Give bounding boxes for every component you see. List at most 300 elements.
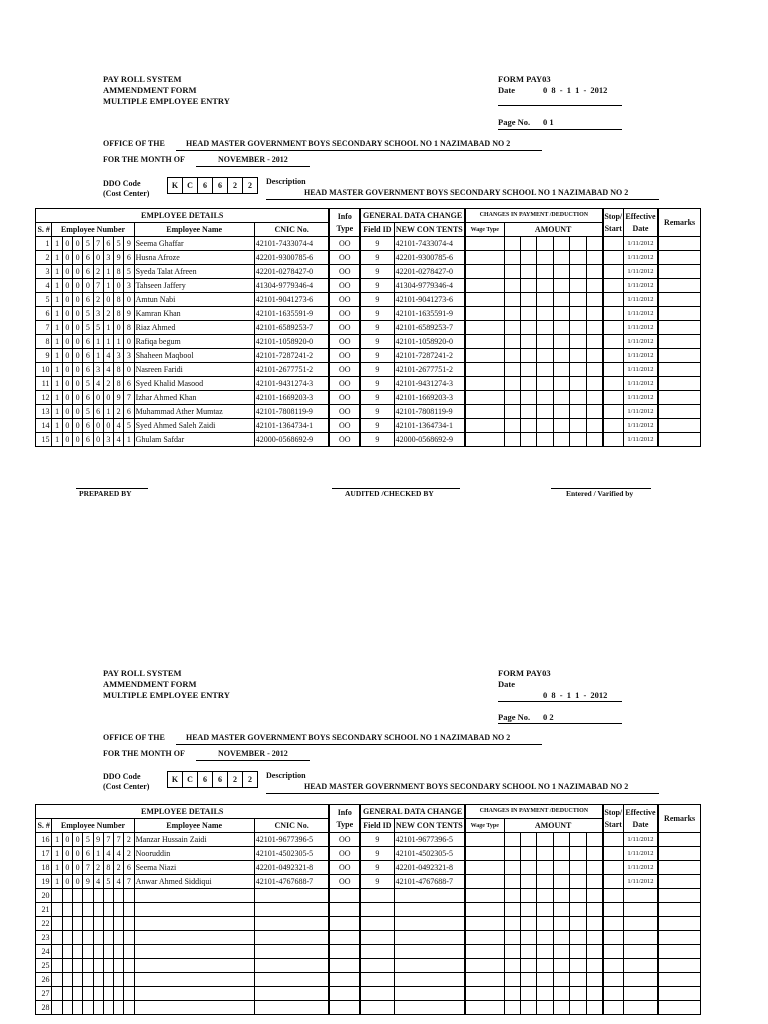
wage-type-cell [465,1001,504,1015]
field-id: 9 [360,293,394,307]
amount-cell [586,363,602,377]
employee-name: Nasreen Faridi [134,363,254,377]
employee-number-digit: 0 [62,335,72,349]
amount-cell [504,889,520,903]
cnic-number [254,959,329,973]
info-type [329,889,360,903]
cost-center-label: (Cost Center) [103,782,150,791]
field-id: 9 [360,279,394,293]
amount-cell [521,293,537,307]
amount-cell [553,419,569,433]
amount-cell [521,251,537,265]
amount-cell [521,833,537,847]
new-contents: 42101-7808119-9 [394,405,465,419]
header-cnic: CNIC No. [254,819,329,833]
employee-number-digit: 4 [114,847,124,861]
employee-number-digit: 4 [114,419,124,433]
amount-cell [553,321,569,335]
new-contents: 42101-4767688-7 [394,875,465,889]
row-serial-number: 5 [36,293,52,307]
form-header-left [103,74,230,107]
employee-number-digit [72,917,82,931]
amount-cell [504,293,520,307]
stop-start-cell [603,391,624,405]
amount-cell [570,847,586,861]
employee-number-digit: 4 [103,363,113,377]
table-row [36,889,701,903]
header-sno: S. # [36,819,52,833]
page-no-value: 0 2 [543,712,554,722]
employee-name [134,917,254,931]
month-underline [196,760,310,761]
employee-number-digit: 2 [93,861,103,875]
header-amount: AMOUNT [504,223,603,237]
header-general-data-change: GENERAL DATA CHANGE [360,209,465,223]
employee-name [134,1001,254,1015]
amount-cell [553,307,569,321]
employee-number-digit: 6 [124,405,134,419]
amount-cell [570,903,586,917]
wage-type-cell [465,265,504,279]
table-row [36,237,701,251]
employee-number-digit: 5 [124,419,134,433]
amount-cell [537,419,553,433]
employee-number-digit [93,889,103,903]
field-id: 9 [360,307,394,321]
table-row [36,917,701,931]
info-type: OO [329,377,360,391]
header-wage-type: Wage Type [465,819,504,833]
amount-cell [570,973,586,987]
cnic-number: 42101-1669203-3 [254,391,329,405]
employee-number-digit [72,889,82,903]
employee-number-digit: 6 [83,419,93,433]
new-contents: 42101-1669203-3 [394,391,465,405]
employee-number-digit [52,973,62,987]
header-type: Type [336,819,354,829]
employee-number-digit: 0 [62,265,72,279]
employee-name: Kamran Khan [134,307,254,321]
stop-start-cell [603,973,624,987]
amount-cell [521,875,537,889]
table-row [36,987,701,1001]
amount-cell [553,279,569,293]
amount-cell [521,861,537,875]
amount-cell [504,405,520,419]
wage-type-cell [465,237,504,251]
amount-cell [521,279,537,293]
effective-date: 1/11/2012 [623,363,658,377]
employee-number-digit: 0 [62,419,72,433]
effective-date: 1/11/2012 [623,251,658,265]
amount-cell [537,321,553,335]
employee-number-digit: 0 [72,433,82,447]
amount-cell [570,945,586,959]
header-date: Date [632,223,649,233]
amount-cell [537,861,553,875]
amount-cell [586,307,602,321]
remarks-cell [658,419,700,433]
cnic-number: 41304-9779346-4 [254,279,329,293]
amount-cell [586,405,602,419]
employee-number-digit [93,1001,103,1015]
employee-number-digit: 7 [93,279,103,293]
info-type: OO [329,265,360,279]
employee-number-digit [124,931,134,945]
new-contents [394,945,465,959]
audited-by-line [332,488,460,489]
effective-date: 1/11/2012 [623,321,658,335]
employee-number-digit [114,987,124,1001]
employee-name: Seema Niazi [134,861,254,875]
amount-cell [521,363,537,377]
row-serial-number: 12 [36,391,52,405]
row-serial-number: 14 [36,419,52,433]
employee-number-digit [103,973,113,987]
table-row [36,903,701,917]
employee-number-digit [83,959,93,973]
effective-date: 1/11/2012 [623,833,658,847]
entered-by-label: Entered / Varified by [566,489,634,498]
table-row [36,931,701,945]
amount-cell [570,987,586,1001]
employee-name [134,931,254,945]
effective-date: 1/11/2012 [623,237,658,251]
cnic-number [254,987,329,1001]
form-subtitle: MULTIPLE EMPLOYEE ENTRY [103,96,230,106]
field-id [360,903,394,917]
employee-number-digit [62,903,72,917]
employee-name: Manzar Hussain Zaidi [134,833,254,847]
employee-number-digit: 7 [114,833,124,847]
amount-cell [586,987,602,1001]
employee-number-digit [52,959,62,973]
employee-number-digit [114,889,124,903]
amount-cell [504,265,520,279]
row-serial-number: 1 [36,237,52,251]
ddo-char: C [182,177,198,194]
remarks-cell [658,251,700,265]
header-type: Type [336,223,354,233]
employee-number-digit: 0 [93,433,103,447]
employee-number-digit: 1 [52,251,62,265]
amount-cell [521,237,537,251]
form-title: AMMENDMENT FORM [103,679,197,689]
month-underline [196,166,310,167]
stop-start-cell [603,945,624,959]
row-serial-number: 16 [36,833,52,847]
employee-number-digit: 0 [124,293,134,307]
employee-number-digit: 1 [52,861,62,875]
form-id: FORM PAY03 [498,74,551,84]
ddo-code-label: DDO Code [103,772,141,781]
amount-cell [553,377,569,391]
new-contents: 42101-6589253-7 [394,321,465,335]
info-type [329,945,360,959]
employee-number-digit [124,959,134,973]
amount-cell [553,903,569,917]
employee-number-digit [52,1001,62,1015]
amount-cell [586,265,602,279]
ddo-char: K [167,177,183,194]
remarks-cell [658,377,700,391]
row-serial-number: 17 [36,847,52,861]
wage-type-cell [465,433,504,447]
employee-name [134,987,254,1001]
employee-number-digit: 2 [114,861,124,875]
remarks-cell [658,335,700,349]
employee-number-digit: 1 [103,335,113,349]
amount-cell [504,251,520,265]
header-amount: AMOUNT [504,819,603,833]
amount-cell [570,931,586,945]
employee-number-digit: 0 [62,847,72,861]
header-new-contents: NEW CON TENTS [394,819,465,833]
amount-cell [504,959,520,973]
new-contents: 42101-2677751-2 [394,363,465,377]
effective-date: 1/11/2012 [623,847,658,861]
row-serial-number: 2 [36,251,52,265]
employee-number-digit: 3 [103,251,113,265]
employee-number-digit [124,987,134,1001]
effective-date: 1/11/2012 [623,265,658,279]
amount-cell [521,973,537,987]
info-type: OO [329,349,360,363]
amount-cell [553,945,569,959]
amount-cell [570,377,586,391]
cnic-number: 42201-9300785-6 [254,251,329,265]
field-id: 9 [360,265,394,279]
amount-cell [521,959,537,973]
employee-name: Syeda Talat Afreen [134,265,254,279]
employee-number-digit [83,903,93,917]
row-serial-number: 24 [36,945,52,959]
office-underline [176,744,542,745]
employee-number-digit: 0 [62,391,72,405]
amount-cell [586,349,602,363]
row-serial-number: 6 [36,307,52,321]
header-changes-in-payment: CHANGES IN PAYMENT /DEDUCTION [465,805,603,819]
cnic-number: 42101-9041273-6 [254,293,329,307]
employee-number-digit: 1 [52,237,62,251]
amount-cell [504,433,520,447]
amount-cell [537,307,553,321]
new-contents: 42101-4502305-5 [394,847,465,861]
amount-cell [586,279,602,293]
row-serial-number: 25 [36,959,52,973]
row-serial-number: 23 [36,931,52,945]
amount-cell [586,237,602,251]
remarks-cell [658,307,700,321]
table-row [36,1001,701,1015]
info-type: OO [329,363,360,377]
amount-cell [537,433,553,447]
row-serial-number: 10 [36,363,52,377]
amount-cell [521,377,537,391]
remarks-cell [658,1001,700,1015]
employee-number-digit: 7 [103,833,113,847]
employee-number-digit: 1 [103,405,113,419]
employee-number-digit [93,959,103,973]
info-type [329,917,360,931]
employee-number-digit: 2 [114,405,124,419]
employee-number-digit [114,1001,124,1015]
effective-date [623,973,658,987]
effective-date: 1/11/2012 [623,861,658,875]
employee-number-digit: 6 [83,391,93,405]
employee-number-digit: 0 [62,321,72,335]
amount-cell [537,349,553,363]
employee-number-digit: 1 [93,349,103,363]
remarks-cell [658,321,700,335]
effective-date [623,987,658,1001]
effective-date: 1/11/2012 [623,433,658,447]
wage-type-cell [465,945,504,959]
employee-number-digit: 4 [93,875,103,889]
effective-date: 1/11/2012 [623,279,658,293]
employee-number-digit: 0 [93,419,103,433]
ddo-char: 6 [212,177,228,194]
employee-number-digit: 1 [52,833,62,847]
employee-name [134,945,254,959]
amount-cell [570,1001,586,1015]
ddo-char: C [182,771,198,788]
table-row [36,945,701,959]
wage-type-cell [465,377,504,391]
employee-name: Nooruddin [134,847,254,861]
employee-number-digit: 1 [103,321,113,335]
employee-number-digit: 0 [72,237,82,251]
cnic-number: 42101-4767688-7 [254,875,329,889]
field-id: 9 [360,433,394,447]
employee-number-digit: 3 [93,363,103,377]
amount-cell [553,391,569,405]
employee-number-digit: 9 [114,391,124,405]
field-id: 9 [360,833,394,847]
wage-type-cell [465,875,504,889]
row-serial-number: 18 [36,861,52,875]
description-label: Description [266,177,306,186]
amount-cell [553,293,569,307]
amount-cell [570,251,586,265]
new-contents: 41304-9779346-4 [394,279,465,293]
table-row [36,251,701,265]
employee-number-digit [83,973,93,987]
info-type: OO [329,307,360,321]
date-underline [498,105,622,106]
effective-date: 1/11/2012 [623,307,658,321]
field-id: 9 [360,335,394,349]
employee-number-digit: 8 [124,321,134,335]
remarks-cell [658,959,700,973]
employee-number-digit: 0 [62,307,72,321]
amount-cell [537,903,553,917]
employee-number-digit: 4 [114,875,124,889]
amount-cell [504,321,520,335]
effective-date: 1/11/2012 [623,391,658,405]
effective-date [623,889,658,903]
header-employee-number: Employee Number [52,223,134,237]
employee-number-digit: 1 [52,321,62,335]
ddo-code-label: DDO Code [103,179,141,188]
employee-name: Shaheen Maqbool [134,349,254,363]
page-no-underline [498,723,622,724]
month-value: NOVEMBER - 2012 [218,749,288,758]
amount-cell [553,875,569,889]
employee-number-digit: 0 [124,335,134,349]
table-row [36,847,701,861]
new-contents: 42201-9300785-6 [394,251,465,265]
employee-number-digit: 6 [83,847,93,861]
employee-number-digit: 0 [62,861,72,875]
employee-number-digit: 0 [62,279,72,293]
wage-type-cell [465,987,504,1001]
table-row [36,959,701,973]
employee-number-digit [83,917,93,931]
amount-cell [521,1001,537,1015]
employee-number-digit: 1 [52,391,62,405]
field-id: 9 [360,363,394,377]
employee-number-digit [103,1001,113,1015]
employee-number-digit [62,1001,72,1015]
employee-number-digit: 6 [103,237,113,251]
amount-cell [570,349,586,363]
cnic-number: 42101-9677396-5 [254,833,329,847]
row-serial-number: 21 [36,903,52,917]
amount-cell [553,433,569,447]
header-stop: Stop/ [604,807,623,817]
amount-cell [586,1001,602,1015]
header-sno: S. # [36,223,52,237]
description-value: HEAD MASTER GOVERNMENT BOYS SECONDARY SCHOOL NO 1 NAZIMABAD NO 2 [304,782,629,791]
amount-cell [504,335,520,349]
employee-number-digit [52,931,62,945]
amount-cell [537,237,553,251]
amount-cell [521,847,537,861]
ddo-char: 6 [197,771,213,788]
field-id: 9 [360,875,394,889]
amount-cell [570,279,586,293]
ddo-char: 2 [242,177,258,194]
employee-number-digit: 8 [114,307,124,321]
amount-cell [537,377,553,391]
new-contents: 42201-0278427-0 [394,265,465,279]
stop-start-cell [603,349,624,363]
amount-cell [570,363,586,377]
employee-number-digit: 9 [83,875,93,889]
employee-number-digit [52,917,62,931]
employee-number-digit [93,917,103,931]
new-contents: 42101-1635591-9 [394,307,465,321]
info-type: OO [329,433,360,447]
wage-type-cell [465,931,504,945]
employee-number-digit: 5 [83,321,93,335]
employee-number-digit: 0 [72,847,82,861]
employee-number-digit [103,903,113,917]
stop-start-cell [603,377,624,391]
remarks-cell [658,833,700,847]
info-type [329,973,360,987]
employee-number-digit [72,903,82,917]
header-employee-details: EMPLOYEE DETAILS [36,209,330,223]
effective-date: 1/11/2012 [623,377,658,391]
amount-cell [586,433,602,447]
field-id: 9 [360,349,394,363]
wage-type-cell [465,293,504,307]
employee-number-digit: 6 [124,861,134,875]
employee-table-page-1 [35,208,701,447]
employee-name: Tahseen Jaffery [134,279,254,293]
